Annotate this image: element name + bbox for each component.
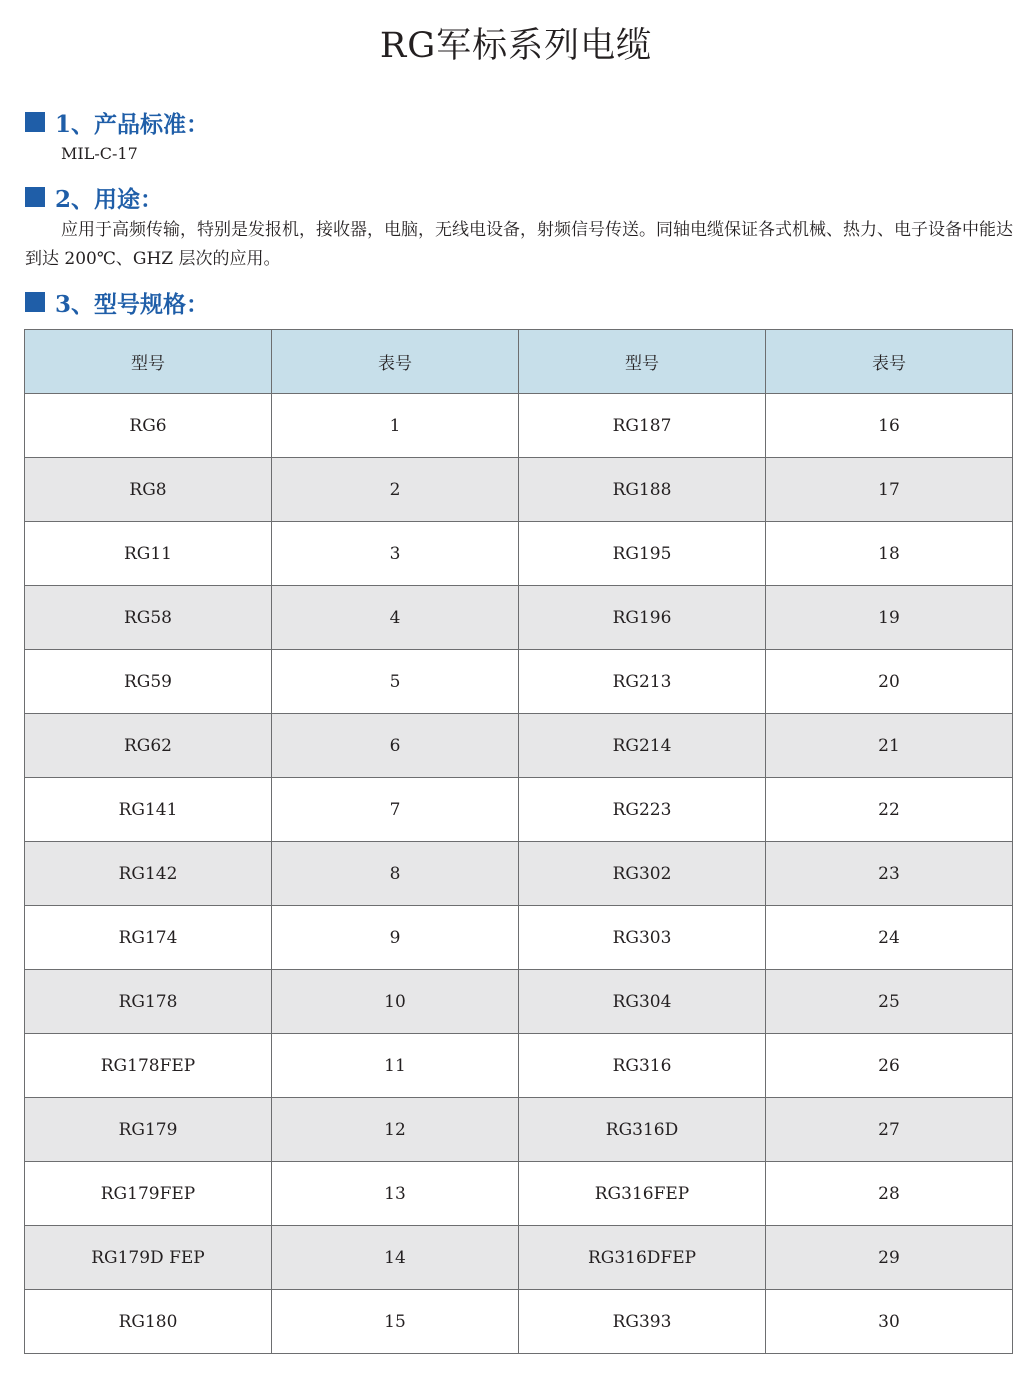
table-number-cell: 19 bbox=[766, 586, 1013, 650]
model-cell: RG196 bbox=[519, 586, 766, 650]
table-number-cell: 1 bbox=[272, 394, 519, 458]
table-number-cell: 23 bbox=[766, 842, 1013, 906]
table-number-cell: 12 bbox=[272, 1098, 519, 1162]
model-cell: RG303 bbox=[519, 906, 766, 970]
standard-text: MIL-C-17 bbox=[61, 144, 138, 163]
model-cell: RG302 bbox=[519, 842, 766, 906]
model-cell: RG58 bbox=[25, 586, 272, 650]
table-number-cell: 4 bbox=[272, 586, 519, 650]
square-bullet-icon bbox=[25, 187, 45, 207]
column-header: 型号 bbox=[519, 330, 766, 394]
model-cell: RG180 bbox=[25, 1290, 272, 1354]
table-number-cell: 9 bbox=[272, 906, 519, 970]
section-heading-label: 2、用途： bbox=[55, 185, 164, 213]
table-row bbox=[25, 1290, 1013, 1354]
model-cell: RG179FEP bbox=[25, 1162, 272, 1226]
model-cell: RG393 bbox=[519, 1290, 766, 1354]
table-number-cell: 26 bbox=[766, 1034, 1013, 1098]
model-cell: RG316FEP bbox=[519, 1162, 766, 1226]
table-number-cell: 29 bbox=[766, 1226, 1013, 1290]
table-row bbox=[25, 778, 1013, 842]
page-title: RG军标系列电缆 bbox=[379, 26, 653, 66]
model-cell: RG304 bbox=[519, 970, 766, 1034]
model-cell: RG316 bbox=[519, 1034, 766, 1098]
table-number-cell: 5 bbox=[272, 650, 519, 714]
model-cell: RG62 bbox=[25, 714, 272, 778]
section-heading-label: 3、型号规格： bbox=[55, 290, 210, 318]
model-cell: RG178FEP bbox=[25, 1034, 272, 1098]
table-header-row bbox=[25, 330, 1013, 394]
table-number-cell: 13 bbox=[272, 1162, 519, 1226]
table-row bbox=[25, 714, 1013, 778]
table-row bbox=[25, 906, 1013, 970]
section-heading-standard bbox=[25, 107, 209, 137]
model-cell: RG142 bbox=[25, 842, 272, 906]
section-heading-label: 1、产品标准： bbox=[55, 110, 210, 138]
model-cell: RG187 bbox=[519, 394, 766, 458]
spec-table bbox=[24, 329, 1013, 1354]
model-cell: RG188 bbox=[519, 458, 766, 522]
table-number-cell: 24 bbox=[766, 906, 1013, 970]
table-number-cell: 20 bbox=[766, 650, 1013, 714]
model-cell: RG141 bbox=[25, 778, 272, 842]
column-header: 表号 bbox=[272, 330, 519, 394]
table-number-cell: 27 bbox=[766, 1098, 1013, 1162]
model-cell: RG178 bbox=[25, 970, 272, 1034]
table-row bbox=[25, 1098, 1013, 1162]
model-cell: RG11 bbox=[25, 522, 272, 586]
section-heading-usage bbox=[25, 182, 163, 212]
table-row bbox=[25, 970, 1013, 1034]
table-number-cell: 25 bbox=[766, 970, 1013, 1034]
table-number-cell: 10 bbox=[272, 970, 519, 1034]
table-number-cell: 22 bbox=[766, 778, 1013, 842]
table-number-cell: 3 bbox=[272, 522, 519, 586]
table-row bbox=[25, 522, 1013, 586]
model-cell: RG59 bbox=[25, 650, 272, 714]
square-bullet-icon bbox=[25, 112, 45, 132]
model-cell: RG179 bbox=[25, 1098, 272, 1162]
table-number-cell: 28 bbox=[766, 1162, 1013, 1226]
table-body bbox=[25, 394, 1013, 1354]
model-cell: RG214 bbox=[519, 714, 766, 778]
table-row bbox=[25, 458, 1013, 522]
section-heading-specs bbox=[25, 287, 209, 317]
table-number-cell: 14 bbox=[272, 1226, 519, 1290]
model-cell: RG174 bbox=[25, 906, 272, 970]
model-cell: RG8 bbox=[25, 458, 272, 522]
table-row bbox=[25, 586, 1013, 650]
model-cell: RG195 bbox=[519, 522, 766, 586]
table-number-cell: 8 bbox=[272, 842, 519, 906]
table-row bbox=[25, 1162, 1013, 1226]
model-cell: RG6 bbox=[25, 394, 272, 458]
table-row bbox=[25, 1226, 1013, 1290]
table-number-cell: 16 bbox=[766, 394, 1013, 458]
table-row bbox=[25, 842, 1013, 906]
table-number-cell: 7 bbox=[272, 778, 519, 842]
table-row bbox=[25, 650, 1013, 714]
table-row bbox=[25, 1034, 1013, 1098]
table-number-cell: 18 bbox=[766, 522, 1013, 586]
model-cell: RG316DFEP bbox=[519, 1226, 766, 1290]
column-header: 表号 bbox=[766, 330, 1013, 394]
model-cell: RG213 bbox=[519, 650, 766, 714]
table-row bbox=[25, 394, 1013, 458]
table-number-cell: 30 bbox=[766, 1290, 1013, 1354]
table-number-cell: 11 bbox=[272, 1034, 519, 1098]
usage-text: 应用于高频传输，特别是发报机，接收器，电脑，无线电设备，射频信号传送。同轴电缆保证各式机械、热力、电子设备中能达到达 200℃、GHZ 层次的应用。 bbox=[25, 220, 1013, 269]
square-bullet-icon bbox=[25, 292, 45, 312]
column-header: 型号 bbox=[25, 330, 272, 394]
table-number-cell: 21 bbox=[766, 714, 1013, 778]
table-number-cell: 17 bbox=[766, 458, 1013, 522]
model-cell: RG223 bbox=[519, 778, 766, 842]
table-number-cell: 2 bbox=[272, 458, 519, 522]
table-number-cell: 15 bbox=[272, 1290, 519, 1354]
model-cell: RG316D bbox=[519, 1098, 766, 1162]
table-number-cell: 6 bbox=[272, 714, 519, 778]
model-cell: RG179D FEP bbox=[25, 1226, 272, 1290]
